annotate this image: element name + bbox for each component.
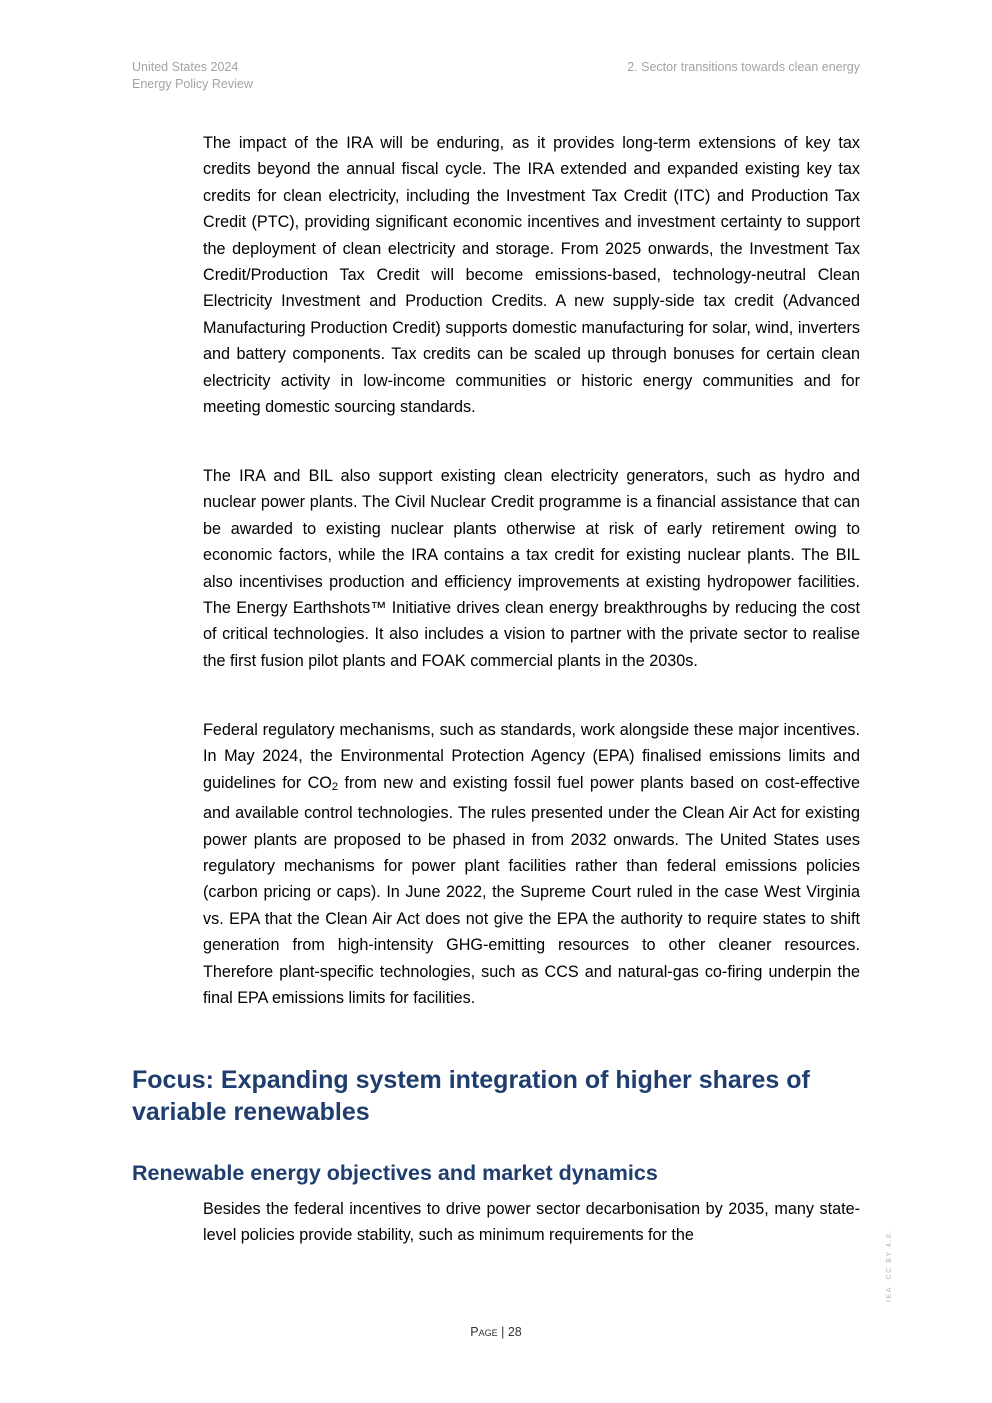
section-subheading: Renewable energy objectives and market dynamics <box>132 1161 658 1185</box>
chapter-title: 2. Sector transitions towards clean energy <box>627 60 860 74</box>
license-notice: IEA. CC BY 4.0. <box>886 1229 893 1302</box>
paragraph-text-part: Federal regulatory mechanisms, such as standards, work alongside these major incentives. In May 2024, the Environmental Protection Agency (EPA) finalised emissions limits and guidelines for CO <box>203 721 860 792</box>
page-number: 28 <box>507 1325 522 1339</box>
paragraph-state-policies: Besides the federal incentives to drive power sector decarbonisation by 2035, many state-level policies provide stability, such as minimum requirements for the <box>203 1200 860 1245</box>
page-footer <box>0 1325 992 1339</box>
report-title: United States 2024 <box>132 60 239 74</box>
paragraph-ira-impact: The impact of the IRA will be enduring, as it provides long-term extensions of key tax credits beyond the annual fiscal cycle. The IRA extended and expanded existing key tax credits for clean electricity, including the Investment Tax Credit (ITC) and Production Tax Credit (PTC), providing significant economic incentives and investment certainty to support the deployment of clean electricity and storage. From 2025 onwards, the Investment Tax Credit/Production Tax Credit will become emissions-based, technology-neutral Clean Electricity Investment and Production Credits. A new supply-side tax credit (Advanced Manufacturing Production Credit) supports domestic manufacturing for solar, wind, inverters and battery components. Tax credits can be scaled up through bonuses for certain clean electricity activity in low-income communities or historic energy communities and for meeting domestic sourcing standards. <box>203 134 860 417</box>
report-subtitle: Energy Policy Review <box>132 77 253 91</box>
co2-subscript: 2 <box>331 780 339 793</box>
running-header-left <box>132 59 253 93</box>
paragraph-existing-generators: The IRA and BIL also support existing clean electricity generators, such as hydro and nuclear power plants. The Civil Nuclear Credit programme is a financial assistance that can be awarded to existing nuclear plants otherwise at risk of early retirement owing to economic factors, while the IRA contains a tax credit for existing nuclear plants. The BIL also incentivises production and efficiency improvements at existing hydropower facilities. The Energy Earthshots™ Initiative drives clean energy breakthroughs by reducing the cost of critical technologies. It also includes a vision to partner with the private sector to realise the first fusion pilot plants and FOAK commercial plants in the 2030s. <box>203 467 860 670</box>
paragraph-regulatory-mechanisms <box>203 717 860 1011</box>
page-separator: | <box>497 1325 508 1339</box>
paragraph-text-part: from new and existing fossil fuel power plants based on cost-effective and available control technologies. The rules presented under the Clean Air Act for existing power plants are proposed to be phased in from 2032 onwards. The United States uses regulatory mechanisms for power plant facilities rather than federal emissions policies (carbon pricing or caps). In June 2022, the Supreme Court ruled in the case West Virginia vs. EPA that the Clean Air Act does not give the EPA the authority to require states to shift generation from high-intensity GHG-emitting resources to other cleaner resources. Therefore plant-specific technologies, such as CCS and natural-gas co-firing underpin the final EPA emissions limits for facilities. <box>203 773 860 1008</box>
page-label: Page <box>470 1325 498 1339</box>
focus-heading: Focus: Expanding system integration of higher shares of variable renewables <box>132 1066 810 1126</box>
